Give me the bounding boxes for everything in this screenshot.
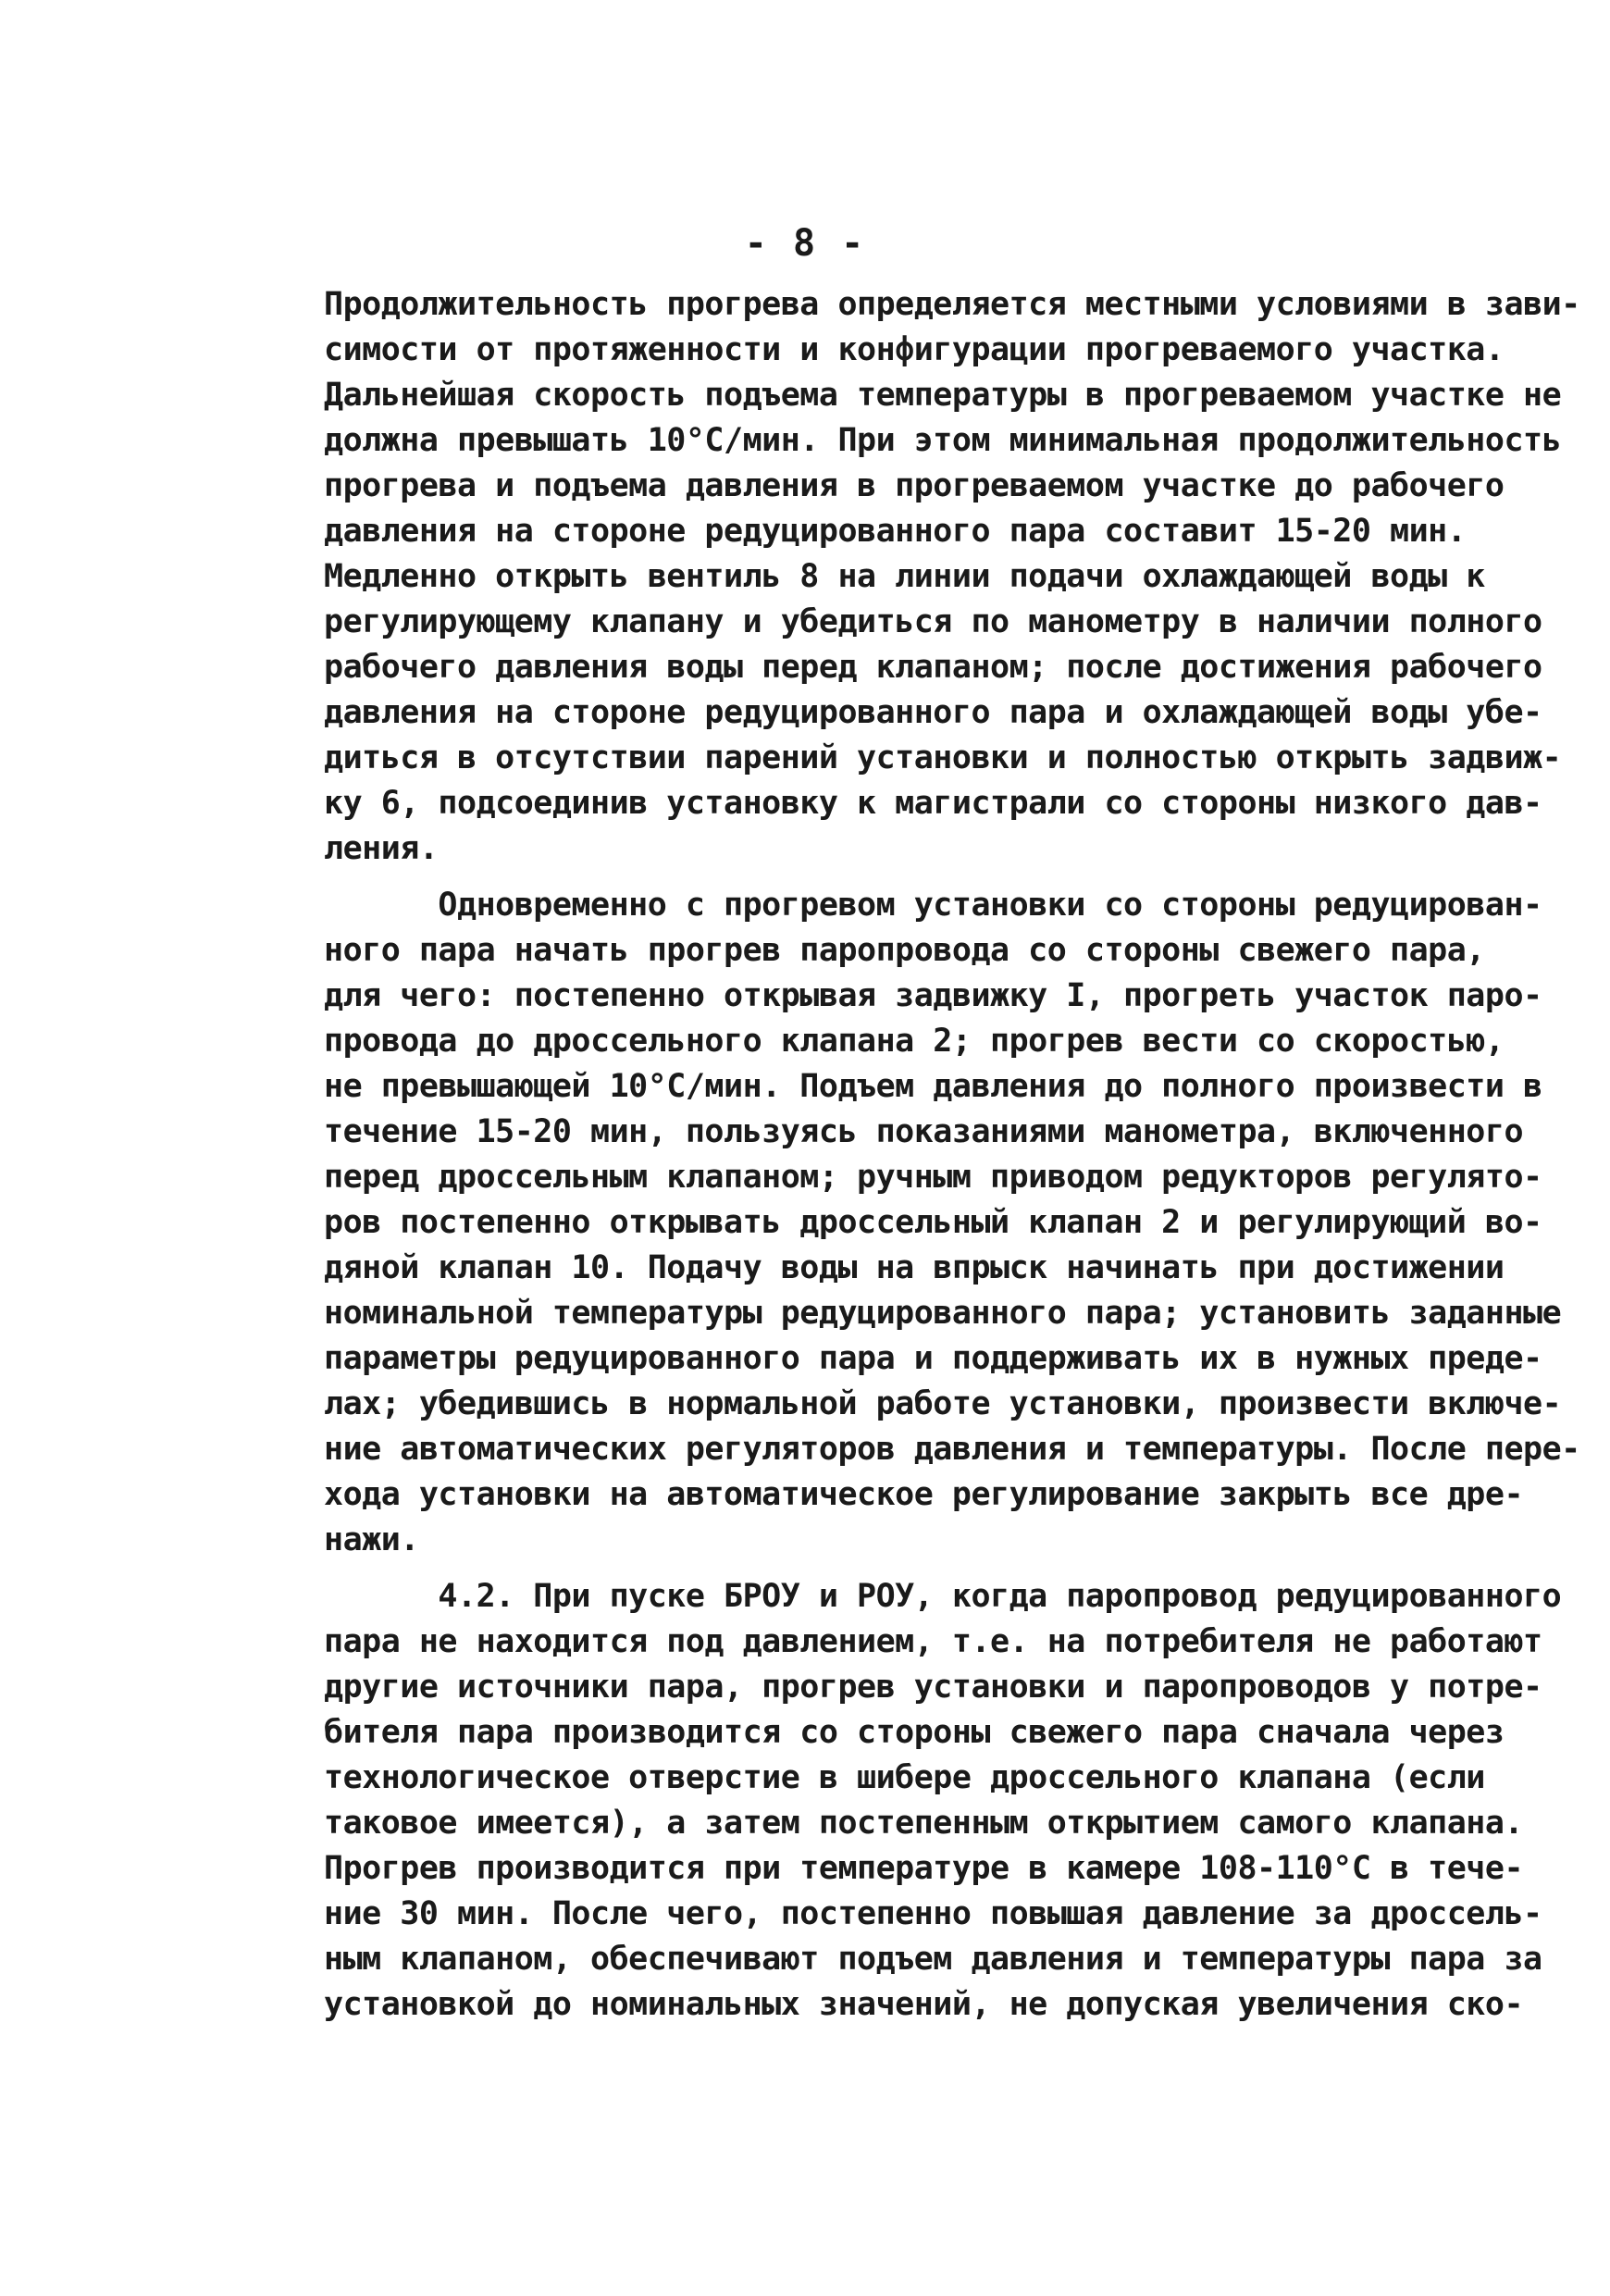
text-line: провода до дроссельного клапана 2; прогрев вести со скоростью, [324,1023,1505,1060]
text-line: лах; убедившись в нормальной работе установки, произвести включе- [324,1385,1562,1422]
text-line: ного пара начать прогрев паропровода со стороны свежего пара, [324,932,1485,969]
text-line: ку 6, подсоединив установку к магистрали со стороны низкого дав- [324,785,1542,822]
text-line: перед дроссельным клапаном; ручным приводом редукторов регулято- [324,1159,1542,1196]
text-line: параметры редуцированного пара и поддерживать их в нужных преде- [324,1340,1542,1377]
text-line: течение 15-20 мин, пользуясь показаниями манометра, включенного [324,1113,1524,1150]
text-line: таковое имеется), а затем постепенным открытием самого клапана. [324,1805,1524,1842]
text-line: установкой до номинальных значений, не допуская увеличения ско- [324,1986,1524,2023]
paragraph-gap [324,1563,1527,1574]
body-text [324,282,1580,2028]
text-line: не превышающей 10°С/мин. Подъем давления до полного произвести в [324,1068,1542,1105]
text-line: Одновременно с прогревом установки со стороны редуцирован- [324,887,1542,924]
text-line: другие источники пара, прогрев установки и паропроводов у потре- [324,1669,1542,1706]
text-line: нажи. [324,1521,419,1558]
text-line: прогрева и подъема давления в прогреваемом участке до рабочего [324,467,1505,504]
text-line: Дальнейшая скорость подъема температуры в прогреваемом участке не [324,377,1562,414]
text-line: ров постепенно открывать дроссельный клапан 2 и регулирующий во- [324,1204,1542,1241]
text-line: регулирующему клапану и убедиться по манометру в наличии полного [324,603,1542,640]
text-line: Медленно открыть вентиль 8 на линии подачи охлаждающей воды к [324,558,1485,595]
text-line: ления. [324,830,439,867]
text-line: дяной клапан 10. Подачу воды на впрыск начинать при достижении [324,1249,1505,1286]
text-line: ным клапаном, обеспечивают подъем давления и температуры пара за [324,1941,1542,1978]
text-line: технологическое отверстие в шибере дроссельного клапана (если [324,1759,1485,1796]
text-line: ние 30 мин. После чего, постепенно повышая давление за дроссель- [324,1895,1542,1932]
text-line: давления на стороне редуцированного пара составит 15-20 мин. [324,513,1467,550]
paragraph-gap [324,872,1527,883]
text-line: диться в отсутствии парений установки и полностью открыть задвиж- [324,739,1562,776]
text-line: Прогрев производится при температуре в камере 108-110°С в тече- [324,1850,1524,1887]
text-line: должна превышать 10°С/мин. При этом минимальная продолжительность [324,422,1562,459]
text-line: рабочего давления воды перед клапаном; после достижения рабочего [324,649,1542,686]
page-number: - 8 - [744,222,866,265]
text-line: для чего: постепенно открывая задвижку I, прогреть участок паро- [324,977,1542,1014]
text-line: хода установки на автоматическое регулирование закрыть все дре- [324,1476,1524,1513]
text-line: пара не находится под давлением, т.е. на потребителя не работают [324,1623,1542,1660]
text-line: бителя пара производится со стороны свежего пара сначала через [324,1714,1505,1751]
text-line: номинальной температуры редуцированного пара; установить заданные [324,1295,1562,1332]
text-line: ние автоматических регуляторов давления и температуры. После пере- [324,1431,1580,1468]
text-line: симости от протяженности и конфигурации прогреваемого участка. [324,331,1505,368]
text-line: давления на стороне редуцированного пара и охлаждающей воды убе- [324,694,1542,731]
text-line: 4.2. При пуске БРОУ и РОУ, когда паропровод редуцированного [324,1578,1562,1615]
text-line: Продолжительность прогрева определяется местными условиями в зави- [324,286,1580,323]
